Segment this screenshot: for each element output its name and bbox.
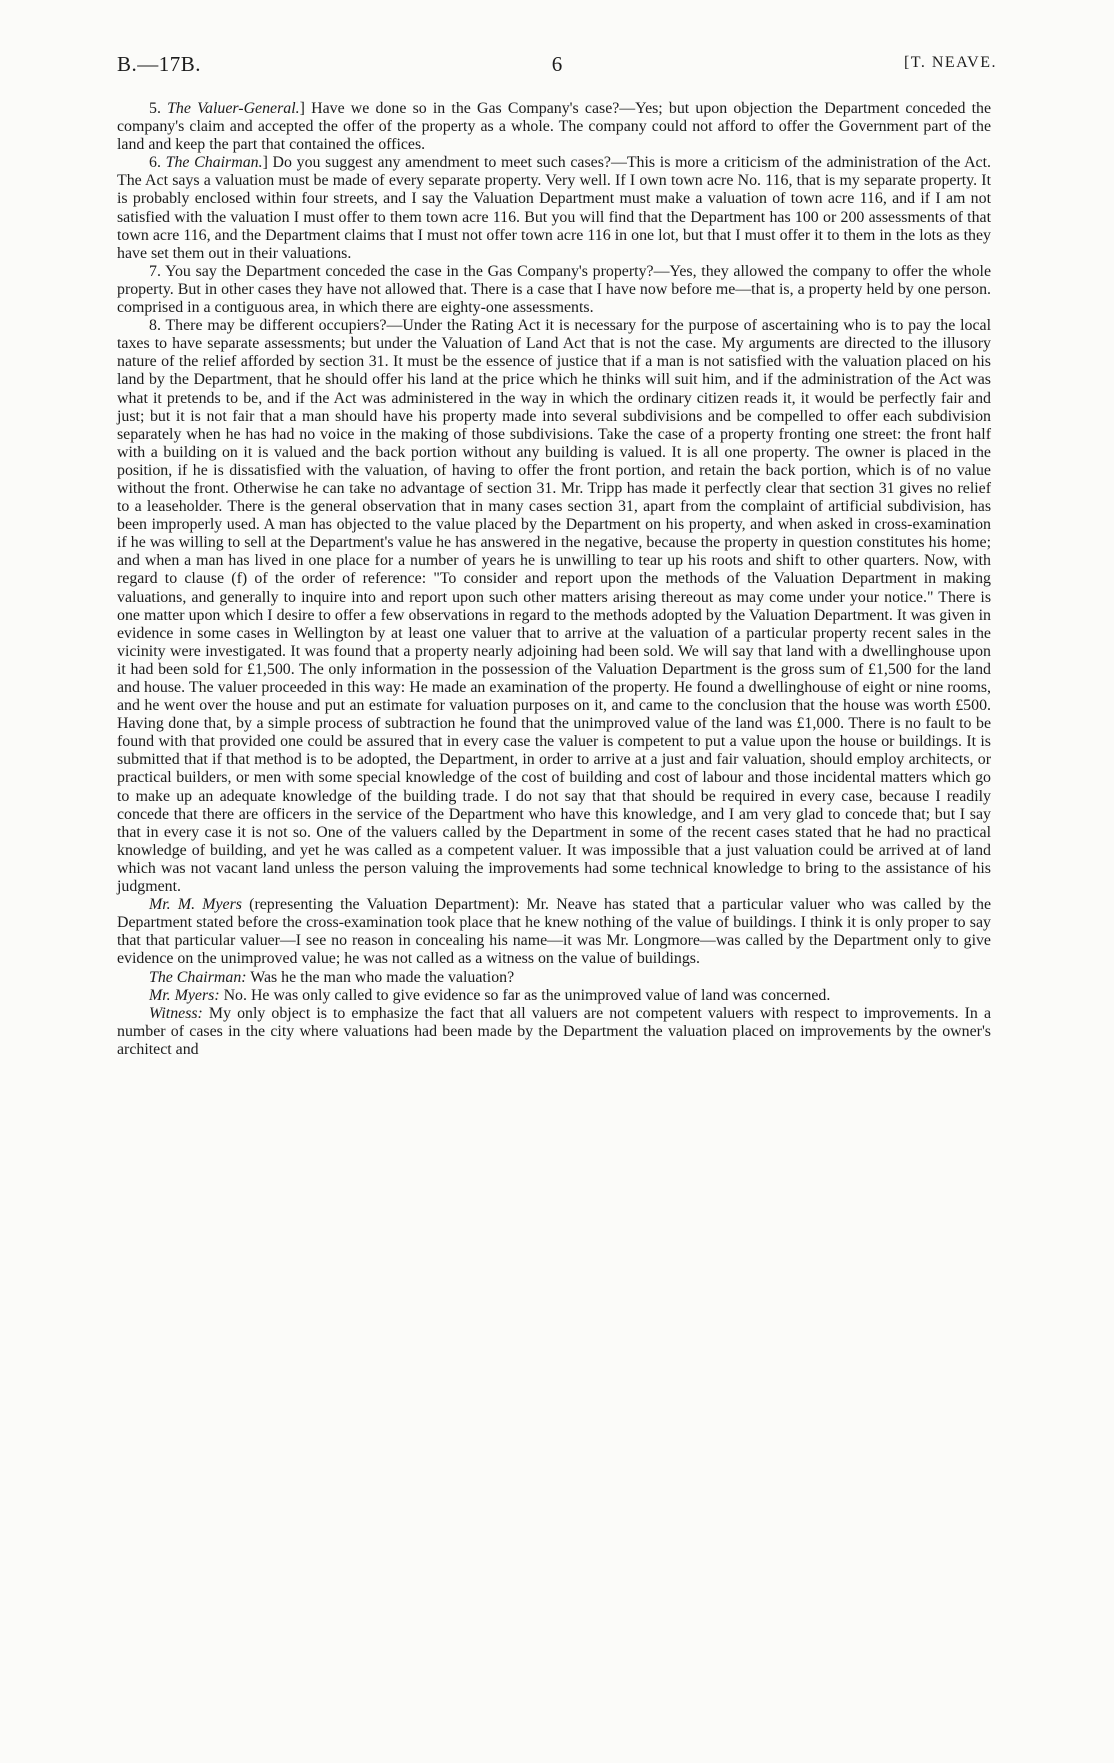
parliamentary-paper-reference: B.—17B.: [117, 52, 202, 76]
paragraph-5: [117, 100, 991, 154]
paragraph-chairman-question: [117, 969, 991, 987]
paragraph-witness: [117, 1005, 991, 1059]
paragraph-myers-statement: [117, 896, 991, 968]
paragraph-text: ] Do you suggest any amendment to meet such cases?—This is more a criticism of the administration of the Act. The Act says a valuation must be made of every separate property. Very well. If I own town acre No. 116, that is my separate property. It is probably enclosed within four streets, and I say the Valuation Department must make a valuation of town acre 116, and if I am not satisfied with the valuation I must offer to them town acre 116. But you will find that the Department has 100 or 200 assessments of that town acre 116, and the Department claims that I must not offer town acre 116 in one lot, but that I must offer it to them in the lots as they have set them out in their valuations.: [117, 154, 991, 262]
paragraph-text: Was he the man who made the valuation?: [246, 968, 515, 986]
document-body: [117, 100, 991, 1059]
paragraph-text: (representing the Valuation Department): Mr. Neave has stated that a particular valuer who was called by the Department stated before the cross-examination took place that he knew nothing of the value of buildings. I think it is only proper to say that that particular valuer—I see no reason in concealing his name—it was Mr. Longmore—was called by the Department only to give evidence on the unimproved value; he was not called as a witness on the value of buildings.: [117, 896, 991, 968]
paragraph-8: [117, 317, 991, 896]
paragraph-text: No. He was only called to give evidence so far as the unimproved value of land was concerned.: [219, 986, 831, 1004]
paragraph-text: My only object is to emphasize the fact that all valuers are not competent valuers with respect to improvements. In a number of cases in the city where valuations had been made by the Department the valuation placed on improvements by the owner's architect and: [117, 1004, 991, 1058]
page-header: [117, 52, 997, 82]
page-number: 6: [551, 52, 563, 76]
paragraph-text: 7. You say the Department conceded the case in the Gas Company's property?—Yes, they allowed the company to offer the whole property. But in other cases they have not allowed that. There is a case that I have now before me—that is, a property held by one person. comprised in a contiguous area, in which there are eighty-one assessments.: [117, 262, 991, 317]
paragraph-7: [117, 263, 991, 317]
question-number: 6.: [149, 154, 166, 172]
paragraph-text: 8. There may be different occupiers?—Under the Rating Act it is necessary for the purpose of ascertaining who is to pay the local taxes to have separate assessments; but under the Valuation of Land Act that is not the case. My arguments are directed to the illusory nature of the relief afforded by section 31. It must be the essence of justice that if a man is not satisfied with the valuation placed on his land by the Department, that he should offer his land at the price which he thinks will suit him, and if the administration of the Act was what it pretends to be, and if the Act was administered in the way in which the ordinary citizen reads it, it would be perfectly fair and just; but it is not fair that a man should have his property made into several subdivisions and be compelled to offer each subdivision separately when he has had no voice in the making of those subdivisions. Take the case of a property fronting one street: the front half with a building on it is valued and the back portion without any building is valued. It is all one property. The owner is placed in the position, if he is dissatisfied with the valuation, of having to offer the front portion, and retain the back portion, which is of no value without the front. Otherwise he can take no advantage of section 31. Mr. Tripp has made it perfectly clear that section 31 gives no relief to a leaseholder. There is the general observation that in many cases section 31, apart from the complaint of artificial subdivision, has been improperly used. A man has objected to the value placed by the Department on his property, and when asked in cross-examination if he was willing to sell at the Department's value he has answered in the negative, because the property in question constitutes his home; and when a man has lived in one place for a number of years he is unwilling to tear up his roots and shift to other quarters. Now, with regard to clause (f) of the order of reference: "To consider and report upon the methods of the Valuation Department in making valuations, and generally to inquire into and report upon such other matters arising thereout as may come under your notice." There is one matter upon which I desire to offer a few observations in regard to the methods adopted by the Valuation Department. It was given in evidence in some cases in Wellington by at least one valuer that to arrive at the valuation of a particular property recent sales in the vicinity were investigated. It was found that a property nearly adjoining had been sold. We will say that land with a dwellinghouse upon it had been sold for £1,500. The only information in the possession of the Valuation Department is the gross sum of £1,500 for the land and house. The valuer proceeded in this way: He made an examination of the property. He found a dwellinghouse of eight or nine rooms, and he went over the house and put an estimate for valuation purposes on it, and came to the conclusion that the house was worth £500. Having done that, by a simple process of subtraction he found that the unimproved value of the land was £1,000. There is no fault to be found with that provided one could be assured that in every case the valuer is competent to put a value upon the house or buildings. It is submitted that if that method is to be adopted, the Department, in order to arrive at a just and fair valuation, should employ architects, or practical builders, or men with some special knowledge of the cost of building and cost of labour and those incidental matters which go to make up an adequate knowledge of the building trade. I do not say that that should be required in every case, because I readily concede that there are officers in the service of the Department who have this knowledge, and I am very glad to concede that; but I say that in every case it is not so. One of the valuers called by the Department in some of the recent cases stated that he had no practical knowledge of building, and yet he was called as a competent valuer. It was impossible that a just valuation could be arrived at of land which was not vacant land unless the person valuing the improvements had some technical knowledge to bring to the assistance of his judgment.: [117, 317, 991, 896]
paragraph-text: ] Have we done so in the Gas Company's case?—Yes; but upon objection the Department conceded the company's claim and accepted the offer of the property as a whole. The company could not afford to offer the Government part of the land and keep the part that contained the offices.: [117, 100, 991, 154]
speaker-name: The Valuer-General.: [167, 100, 300, 117]
speaker-name: Mr. Myers:: [149, 986, 220, 1004]
question-number: 5.: [149, 100, 168, 117]
witness-name: [T. NEAVE.: [903, 54, 997, 71]
paragraph-6: [117, 154, 991, 263]
speaker-name: Mr. M. Myers: [149, 896, 242, 914]
speaker-name: The Chairman.: [165, 154, 263, 172]
paragraph-myers-answer: [117, 987, 991, 1005]
speaker-name: Witness:: [149, 1004, 203, 1022]
speaker-name: The Chairman:: [149, 968, 247, 986]
